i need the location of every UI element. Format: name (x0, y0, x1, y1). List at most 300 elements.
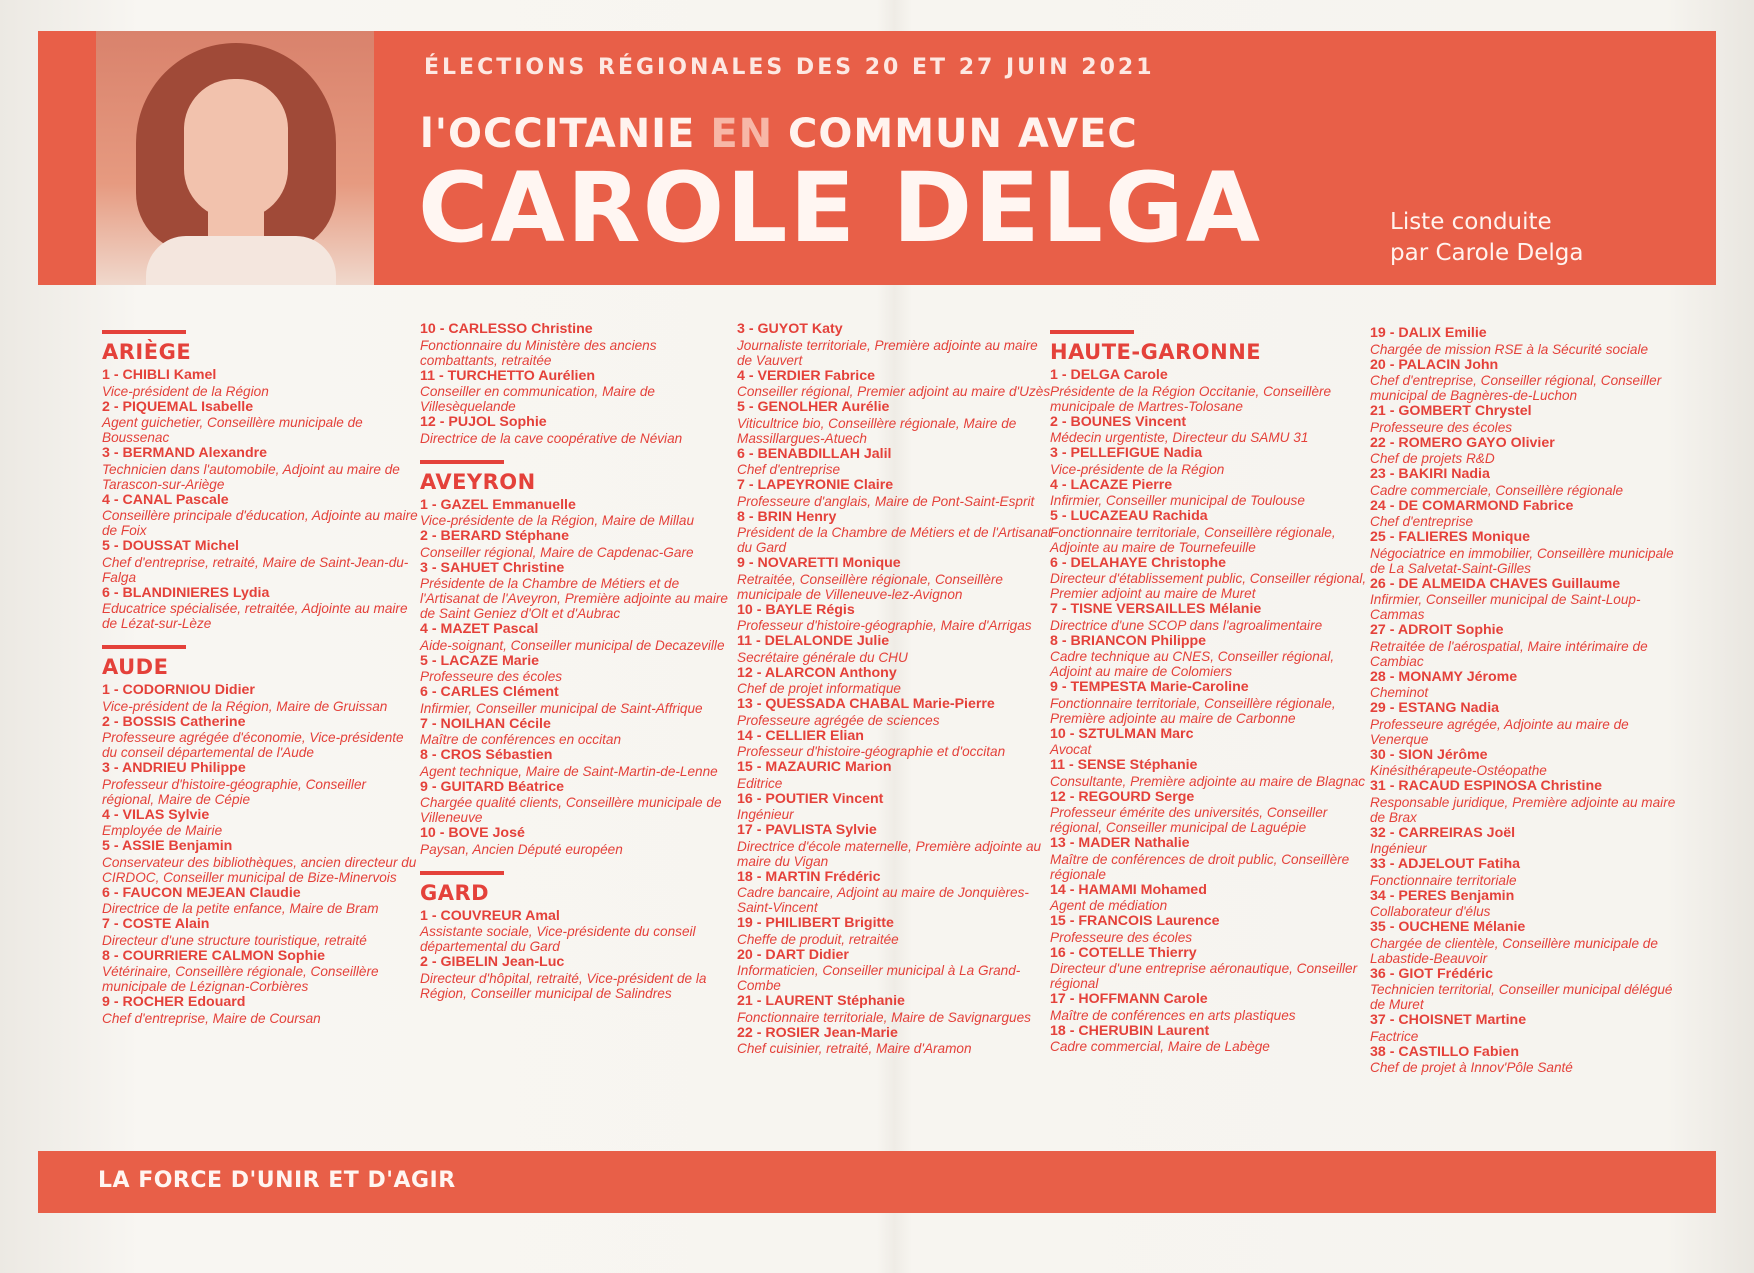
candidate-name: 5 - ASSIE Benjamin (102, 838, 233, 854)
candidate-entry (1370, 436, 1688, 467)
candidate-description: Directrice d'école maternelle, Première adjointe au maire du Vigan (737, 838, 1042, 869)
candidate-entry (737, 994, 1055, 1025)
candidate-name: 12 - REGOURD Serge (1050, 788, 1195, 805)
region-group (737, 322, 1055, 1056)
candidate-entry (420, 654, 738, 685)
candidate-name: 12 - PUJOL Sophie (420, 414, 547, 430)
candidate-entry (420, 780, 738, 826)
candidate-description: Cadre commerciale, Conseillère régionale (1370, 482, 1624, 498)
candidate-description: Directeur d'une entreprise aéronautique, Conseiller régional (1050, 961, 1358, 991)
candidate-name: 5 - DOUSSAT Michel (102, 538, 239, 554)
candidate-name: 7 - TISNE VERSAILLES Mélanie (1050, 601, 1262, 617)
candidate-description: Technicien dans l'automobile, Adjoint au maire de Tarascon-sur-Ariège (102, 461, 400, 492)
candidate-description: Cheminot (1370, 685, 1429, 700)
candidate-name: 18 - CHERUBIN Laurent (1050, 1022, 1210, 1039)
candidate-name: 38 - CASTILLO Fabien (1370, 1043, 1519, 1060)
candidate-name: 15 - MAZAURIC Marion (737, 759, 892, 775)
candidate-name: 19 - DALIX Emilie (1370, 325, 1487, 341)
candidate-name: 3 - ANDRIEU Philippe (102, 760, 246, 776)
candidate-description: Directeur d'une structure touristique, retraité (102, 932, 367, 948)
candidate-description: Fonctionnaire territoriale, Maire de Savignargues (737, 1009, 1031, 1025)
candidate-name: 4 - VILAS Sylvie (102, 806, 210, 823)
candidate-entry (1370, 358, 1688, 404)
candidate-entry (420, 717, 738, 748)
candidate-entry (420, 685, 738, 716)
candidate-entry (737, 603, 1055, 634)
candidate-name: 14 - CELLIER Elian (737, 727, 864, 744)
candidate-name: 2 - GIBELIN Jean-Luc (420, 954, 565, 970)
candidate-description: Vétérinaire, Conseillère régionale, Conseillère municipale de Lézignan-Corbières (102, 964, 379, 994)
candidate-description: Factrice (1370, 1028, 1419, 1044)
candidate-description: Médecin urgentiste, Directeur du SAMU 31 (1050, 430, 1309, 445)
region-divider (420, 460, 504, 464)
candidate-name: 15 - FRANCOIS Laurence (1050, 913, 1220, 929)
candidate-description: Infirmier, Conseiller municipal de Saint-Affrique (420, 700, 703, 716)
candidate-description: Chef d'entreprise (1370, 514, 1474, 529)
candidate-description: Chef de projet à Innov'Pôle Santé (1370, 1060, 1573, 1075)
candidate-entry (1050, 368, 1368, 414)
candidate-description: Chef de projets R&D (1370, 451, 1495, 466)
candidate-entry (1050, 634, 1368, 680)
candidate-description: Maître de conférences de droit public, Conseillère régionale (1050, 851, 1350, 882)
candidate-description: Vice-présidente de la Région, Maire de Millau (420, 513, 695, 528)
candidate-description: Négociatrice en immobilier, Conseillère municipale de La Salvetat-Saint-Gilles (1370, 545, 1674, 576)
candidate-entry (1370, 967, 1688, 1013)
candidate-description: Chef d'entreprise, retraité, Maire de Saint-Jean-du-Falga (102, 554, 409, 585)
candidate-description: Ingénieur (1370, 841, 1427, 856)
candidate-name: 9 - TEMPESTA Marie-Caroline (1050, 679, 1249, 695)
candidate-name: 2 - BOUNES Vincent (1050, 413, 1187, 430)
candidate-name: 18 - MARTIN Frédéric (737, 868, 881, 885)
candidate-entry (1370, 920, 1688, 966)
candidate-name: 23 - BAKIRI Nadia (1370, 466, 1490, 482)
list-led-by (1390, 207, 1583, 269)
candidate-description: Président de la Chambre de Métiers et de l'Artisanat du Gard (737, 525, 1052, 555)
candidate-name: 3 - SAHUET Christine (420, 559, 565, 576)
candidate-description: Vice-présidente de la Région (1050, 461, 1225, 477)
candidate-name: 3 - GUYOT Katy (737, 321, 843, 337)
candidate-name: 17 - PAVLISTA Sylvie (737, 822, 877, 838)
candidate-description: Cadre commercial, Maire de Labège (1050, 1039, 1270, 1054)
candidate-description: Directrice de la petite enfance, Maire de Bram (102, 901, 379, 916)
candidate-description: Directeur d'établissement public, Conseiller régional, Premier adjoint au maire de Muret (1050, 571, 1367, 601)
candidate-name: 7 - LAPEYRONIE Claire (737, 477, 894, 493)
candidate-entry (420, 955, 738, 1001)
footer-banner (38, 1151, 1716, 1213)
candidate-name: 3 - BERMAND Alexandre (102, 445, 268, 461)
candidate-description: Kinésithérapeute-Ostéopathe (1370, 763, 1547, 778)
candidate-description: Agent technique, Maire de Saint-Martin-de-Lenne (420, 763, 718, 779)
candidate-description: Chef de projet informatique (737, 681, 901, 696)
candidate-name: 32 - CARREIRAS Joël (1370, 824, 1516, 841)
candidate-name: 34 - PERES Benjamin (1370, 887, 1515, 904)
candidate-entry (420, 369, 738, 415)
region-group (420, 322, 738, 446)
candidate-name: 8 - CROS Sébastien (420, 747, 553, 763)
candidate-name: 1 - GAZEL Emmanuelle (420, 496, 576, 513)
candidate-description: Chef d'entreprise (737, 462, 841, 477)
candidate-entry (737, 556, 1055, 602)
candidate-name: 13 - QUESSADA CHABAL Marie-Pierre (737, 696, 995, 712)
candidate-name: 6 - FAUCON MEJEAN Claudie (102, 884, 301, 901)
candidate-entry (102, 839, 420, 885)
candidate-name: 8 - COURRIERE CALMON Sophie (102, 947, 326, 964)
candidate-description: Maître de conférences en arts plastiques (1050, 1007, 1296, 1023)
candidate-name: 16 - COTELLE Thierry (1050, 944, 1197, 961)
candidate-description: Professeure agrégée d'économie, Vice-présidente du conseil départemental de l'Aude (102, 730, 404, 760)
candidate-entry (102, 368, 420, 399)
candidate-entry (1050, 415, 1368, 446)
candidate-entry (737, 510, 1055, 556)
candidate-name: 10 - BOVE José (420, 825, 525, 841)
candidate-description: Cheffe de produit, retraitée (737, 931, 899, 947)
candidate-name: 25 - FALIERES Monique (1370, 529, 1531, 545)
candidate-entry (420, 498, 738, 529)
candidate-name: 10 - CARLESSO Christine (420, 321, 593, 337)
candidate-entry (420, 826, 738, 857)
candidate-name: 19 - PHILIBERT Brigitte (737, 915, 894, 931)
candidate-entry (737, 666, 1055, 697)
candidate-description: Collaborateur d'élus (1370, 904, 1491, 919)
candidates-column-5 (1370, 326, 1688, 1076)
candidate-name: 10 - BAYLE Régis (737, 601, 855, 618)
candidate-name: 11 - TURCHETTO Aurélien (420, 367, 596, 384)
candidate-entry (1370, 670, 1688, 701)
candidate-description: Agent guichetier, Conseillère municipale de Boussenac (102, 415, 363, 445)
candidate-name: 14 - HAMAMI Mohamed (1050, 881, 1207, 898)
candidate-description: Ingénieur (737, 807, 794, 822)
candidate-entry (737, 870, 1055, 916)
candidate-entry (1050, 1024, 1368, 1055)
candidate-entry (420, 529, 738, 560)
candidate-description: Fonctionnaire territoriale, Conseillère régionale, Adjointe au maire de Tournefeuille (1050, 524, 1336, 555)
candidate-entry (102, 715, 420, 761)
candidate-name: 8 - BRIN Henry (737, 508, 837, 525)
candidate-entry (737, 697, 1055, 728)
candidate-name: 2 - PIQUEMAL Isabelle (102, 398, 254, 415)
candidate-description: Conseiller régional, Premier adjoint au maire d'Uzès (737, 384, 1051, 399)
candidate-description: Chef cuisinier, retraité, Maire d'Aramon (737, 1041, 972, 1056)
candidate-name: 5 - GENOLHER Aurélie (737, 399, 890, 415)
candidate-entry (1050, 446, 1368, 477)
candidate-name: 11 - SENSE Stéphanie (1050, 757, 1198, 773)
candidate-name: 35 - OUCHENE Mélanie (1370, 919, 1526, 935)
candidate-description: Retraitée de l'aérospatial, Maire intérimaire de Cambiac (1370, 638, 1648, 669)
candidate-description: Informaticien, Conseiller municipal à La Grand-Combe (737, 963, 1021, 993)
candidate-name: 4 - VERDIER Fabrice (737, 367, 875, 384)
region-group (420, 871, 738, 1001)
candidate-name: 6 - CARLES Clément (420, 684, 559, 700)
candidate-entry (102, 761, 420, 807)
candidate-description: Aide-soignant, Conseiller municipal de Decazeville (420, 637, 725, 653)
candidate-entry (420, 748, 738, 779)
candidate-entry (737, 1026, 1055, 1057)
candidate-entry (1370, 577, 1688, 623)
candidate-name: 27 - ADROIT Sophie (1370, 622, 1504, 638)
candidate-description: Infirmier, Conseiller municipal de Toulouse (1050, 493, 1305, 508)
candidate-description: Directrice d'une SCOP dans l'agroalimentaire (1050, 617, 1323, 633)
candidate-entry (737, 823, 1055, 869)
candidate-description: Professeur émérite des universités, Conseiller régional, Conseiller municipal de Laguépie (1050, 805, 1328, 835)
candidate-description: Professeur d'histoire-géographie, Conseiller régional, Maire de Cépie (102, 776, 367, 807)
candidate-name: 26 - DE ALMEIDA CHAVES Guillaume (1370, 575, 1621, 592)
candidate-entry (102, 808, 420, 839)
candidate-entry (420, 415, 738, 446)
candidate-name: 22 - ROMERO GAYO Olivier (1370, 434, 1555, 451)
candidate-entry (1370, 1045, 1688, 1076)
candidate-name: 6 - BENABDILLAH Jalil (737, 445, 892, 462)
candidate-name: 7 - NOILHAN Cécile (420, 715, 551, 732)
region-divider (1050, 330, 1134, 334)
candidate-description: Chargée de clientèle, Conseillère municipale de Labastide-Beauvoir (1370, 935, 1658, 966)
election-dates: ÉLECTIONS RÉGIONALES DES 20 ET 27 JUIN 2021 (424, 55, 1155, 80)
candidate-name: 4 - MAZET Pascal (420, 621, 539, 637)
candidate-name: 4 - CANAL Pascale (102, 491, 229, 508)
candidate-name: 1 - COUVREUR Amal (420, 907, 560, 924)
candidate-entry (1370, 779, 1688, 825)
slogan-part-en: EN (710, 111, 774, 157)
candidate-name: 9 - GUITARD Béatrice (420, 778, 565, 795)
candidate-name: 9 - NOVARETTI Monique (737, 555, 901, 571)
candidate-entry (1370, 499, 1688, 530)
footer-slogan: LA FORCE D'UNIR ET D'AGIR (98, 1168, 456, 1193)
candidate-description: Paysan, Ancien Député européen (420, 841, 623, 857)
candidate-description: Infirmier, Conseiller municipal de Saint-Loup-Cammas (1370, 592, 1641, 622)
candidate-description: Employée de Mairie (102, 823, 223, 838)
candidate-name: 12 - ALARCON Anthony (737, 664, 897, 681)
slogan-part-a: l'OCCITANIE (420, 111, 711, 157)
candidate-entry (1050, 914, 1368, 945)
candidate-entry (1370, 467, 1688, 498)
candidate-description: Professeure des écoles (1050, 929, 1193, 945)
candidate-name: 20 - PALACIN John (1370, 356, 1499, 373)
candidate-name: 2 - BOSSIS Catherine (102, 713, 246, 730)
candidate-entry (1050, 946, 1368, 992)
region-group (420, 460, 738, 857)
candidate-description: Technicien territorial, Conseiller municipal délégué de Muret (1370, 982, 1673, 1012)
candidate-description: Secrétaire générale du CHU (737, 649, 908, 665)
candidate-name: 17 - HOFFMANN Carole (1050, 991, 1208, 1007)
candidate-entry (737, 729, 1055, 760)
candidate-entry (420, 909, 738, 955)
photo-shirt (146, 236, 336, 285)
candidate-description: Vice-président de la Région, Maire de Gruissan (102, 698, 388, 714)
candidate-name: 37 - CHOISNET Martine (1370, 1012, 1527, 1028)
candidate-description: Chef d'entreprise, Maire de Coursan (102, 1010, 321, 1026)
candidate-entry (737, 634, 1055, 665)
candidate-description: Journaliste territoriale, Première adjointe au maire de Vauvert (737, 337, 1038, 368)
candidate-name: 4 - LACAZE Pierre (1050, 476, 1173, 493)
candidates-column-1 (102, 330, 420, 1027)
candidate-name: 3 - PELLEFIGUE Nadia (1050, 445, 1203, 461)
candidate-name: 10 - SZTULMAN Marc (1050, 725, 1194, 742)
region-group (102, 330, 420, 631)
candidate-description: Professeure des écoles (420, 669, 563, 684)
candidate-entry (1050, 727, 1368, 758)
candidate-description: Directrice de la cave coopérative de Névian (420, 430, 683, 446)
candidate-name: 31 - RACAUD ESPINOSA Christine (1370, 778, 1603, 794)
candidate-entry (737, 400, 1055, 446)
candidate-name: CAROLE DELGA (418, 152, 1262, 264)
candidate-name: 2 - BERARD Stéphane (420, 528, 569, 544)
candidate-description: Cadre bancaire, Adjoint au maire de Jonquières-Saint-Vincent (737, 885, 1029, 915)
candidate-description: Vice-président de la Région (102, 383, 269, 399)
candidate-entry (102, 886, 420, 917)
candidate-name: 13 - MADER Nathalie (1050, 835, 1190, 851)
candidate-entry (1370, 857, 1688, 888)
candidate-description: Fonctionnaire territoriale (1370, 872, 1517, 888)
candidate-entry (102, 446, 420, 492)
region-divider (420, 871, 504, 875)
candidate-description: Professeure agrégée de sciences (737, 712, 940, 728)
candidate-description: Conseiller en communication, Maire de Villesèquelande (420, 384, 655, 414)
candidate-entry (1050, 509, 1368, 555)
candidate-entry (102, 400, 420, 446)
region-heading: AVEYRON (420, 469, 536, 494)
candidate-description: Présidente de la Chambre de Métiers et de l'Artisanat de l'Aveyron, Première adjointe au maire de Saint Geniez d'Olt et d'Aubrac (420, 576, 728, 621)
candidate-description: Maître de conférences en occitan (420, 732, 621, 747)
candidate-description: Professeure agrégée, Adjointe au maire de Venerque (1370, 716, 1629, 747)
region-heading: HAUTE-GARONNE (1050, 340, 1262, 364)
candidate-entry (737, 447, 1055, 478)
candidate-name: 7 - COSTE Alain (102, 916, 210, 932)
photo-face (184, 79, 288, 219)
region-group (1370, 326, 1688, 1075)
candidate-name: 1 - DELGA Carole (1050, 367, 1168, 383)
candidate-name: 21 - GOMBERT Chrystel (1370, 403, 1532, 419)
candidate-name: 28 - MONAMY Jérome (1370, 668, 1518, 685)
candidate-description: Présidente de la Région Occitanie, Conseillère municipale de Martres-Tolosane (1050, 383, 1332, 414)
candidate-entry (420, 561, 738, 622)
candidate-entry (102, 539, 420, 585)
region-divider (102, 645, 186, 649)
candidate-name: 24 - DE COMARMOND Fabrice (1370, 497, 1574, 514)
candidate-description: Avocat (1050, 742, 1092, 757)
candidate-entry (1050, 556, 1368, 602)
candidate-description: Retraitée, Conseillère régionale, Conseillère municipale de Villeneuve-lez-Avignon (737, 571, 1003, 602)
candidate-entry (1370, 530, 1688, 576)
candidate-description: Fonctionnaire du Ministère des anciens combattants, retraitée (420, 337, 657, 368)
candidate-entry (1050, 758, 1368, 789)
candidate-name: 5 - LUCAZEAU Rachida (1050, 508, 1208, 524)
candidate-description: Conservateur des bibliothèques, ancien directeur du CIRDOC, Conseiller municipal de Bize-Minervois (102, 854, 417, 885)
slogan-part-b: COMMUN AVEC (773, 111, 1138, 157)
candidate-entry (1050, 836, 1368, 882)
candidate-entry (102, 917, 420, 948)
candidate-entry (1050, 883, 1368, 914)
candidate-entry (737, 916, 1055, 947)
candidate-description: Conseiller régional, Maire de Capdenac-Gare (420, 544, 694, 560)
candidate-name: 9 - ROCHER Edouard (102, 994, 246, 1010)
candidate-description: Fonctionnaire territoriale, Conseillère régionale, Première adjointe au maire de Carbonne (1050, 695, 1336, 726)
candidate-entry (1370, 326, 1688, 357)
region-divider (102, 330, 186, 334)
candidate-entry (102, 586, 420, 632)
candidate-entry (737, 478, 1055, 509)
candidate-entry (1370, 404, 1688, 435)
candidate-description: Chargée de mission RSE à la Sécurité sociale (1370, 341, 1649, 357)
candidate-description: Assistante sociale, Vice-présidente du conseil départemental du Gard (420, 924, 696, 954)
candidate-description: Editrice (737, 775, 783, 791)
candidate-description: Cadre technique au CNES, Conseiller régional, Adjoint au maire de Colomiers (1050, 649, 1335, 679)
candidate-description: Professeure des écoles (1370, 419, 1513, 435)
candidate-entry (102, 493, 420, 539)
candidate-entry (102, 683, 420, 714)
candidate-description: Professeure d'anglais, Maire de Pont-Saint-Esprit (737, 493, 1035, 509)
candidate-entry (1050, 602, 1368, 633)
header-banner (38, 31, 1716, 285)
candidate-entry (1050, 478, 1368, 509)
candidate-description: Chef d'entreprise, Conseiller régional, Conseiller municipal de Bagnères-de-Luchon (1370, 373, 1662, 403)
candidate-name: 1 - CODORNIOU Didier (102, 682, 255, 698)
candidate-description: Viticultrice bio, Conseillère régionale, Maire de Massillargues-Atuech (737, 415, 1017, 446)
candidate-entry (737, 760, 1055, 791)
candidate-entry (1370, 1013, 1688, 1044)
candidate-entry (737, 322, 1055, 368)
candidate-entry (1370, 623, 1688, 669)
candidate-description: Chargée qualité clients, Conseillère municipale de Villeneuve (420, 795, 722, 825)
candidate-entry (420, 622, 738, 653)
candidate-name: 11 - DELALONDE Julie (737, 633, 890, 649)
candidate-entry (1370, 701, 1688, 747)
candidate-description: Consultante, Première adjointe au maire de Blagnac (1050, 773, 1366, 789)
candidates-column-2 (420, 322, 738, 1002)
region-heading: GARD (420, 880, 490, 905)
candidate-name: 16 - POUTIER Vincent (737, 790, 884, 807)
candidate-name: 1 - CHIBLI Kamel (102, 367, 217, 383)
candidate-description: Conseillère principale d'éducation, Adjointe au maire de Foix (102, 508, 418, 538)
list-led-by-line1: Liste conduite (1390, 209, 1552, 235)
candidate-description: Professeur d'histoire-géographie et d'occitan (737, 744, 1006, 759)
candidate-entry (102, 995, 420, 1026)
candidate-entry (1050, 790, 1368, 836)
candidate-photo (96, 31, 374, 285)
candidate-description: Responsable juridique, Première adjointe au maire de Brax (1370, 794, 1676, 825)
list-led-by-line2: par Carole Delga (1390, 240, 1584, 266)
candidate-entry (1370, 826, 1688, 857)
candidate-entry (1050, 680, 1368, 726)
candidate-entry (102, 949, 420, 995)
region-group (1050, 330, 1368, 1054)
candidate-description: Educatrice spécialisée, retraitée, Adjointe au maire de Lézat-sur-Lèze (102, 601, 408, 631)
candidate-description: Professeur d'histoire-géographie, Maire d'Arrigas (737, 618, 1032, 633)
candidate-description: Directeur d'hôpital, retraité, Vice-président de la Région, Conseiller municipal de Salindres (420, 970, 707, 1001)
region-heading: ARIÈGE (102, 340, 192, 364)
candidate-name: 33 - ADJELOUT Fatiha (1370, 856, 1521, 872)
candidate-name: 36 - GIOT Frédéric (1370, 965, 1493, 982)
region-group (102, 645, 420, 1026)
candidate-entry (737, 948, 1055, 994)
candidate-name: 22 - ROSIER Jean-Marie (737, 1024, 898, 1041)
candidate-name: 5 - LACAZE Marie (420, 652, 540, 669)
candidate-name: 6 - BLANDINIERES Lydia (102, 584, 270, 601)
candidate-name: 21 - LAURENT Stéphanie (737, 993, 905, 1009)
candidate-entry (1370, 748, 1688, 779)
candidate-name: 8 - BRIANCON Philippe (1050, 632, 1207, 649)
candidate-name: 30 - SION Jérôme (1370, 746, 1488, 763)
candidate-name: 6 - DELAHAYE Christophe (1050, 554, 1227, 571)
candidate-entry (1050, 992, 1368, 1023)
candidates-column-3 (737, 322, 1055, 1057)
candidate-description: Agent de médiation (1050, 898, 1168, 913)
slogan-line (420, 111, 1138, 157)
region-heading: AUDE (102, 655, 169, 679)
candidate-name: 20 - DART Didier (737, 946, 849, 963)
candidate-entry (737, 369, 1055, 400)
candidate-entry (1370, 889, 1688, 920)
candidate-entry (420, 322, 738, 368)
candidate-entry (737, 792, 1055, 823)
